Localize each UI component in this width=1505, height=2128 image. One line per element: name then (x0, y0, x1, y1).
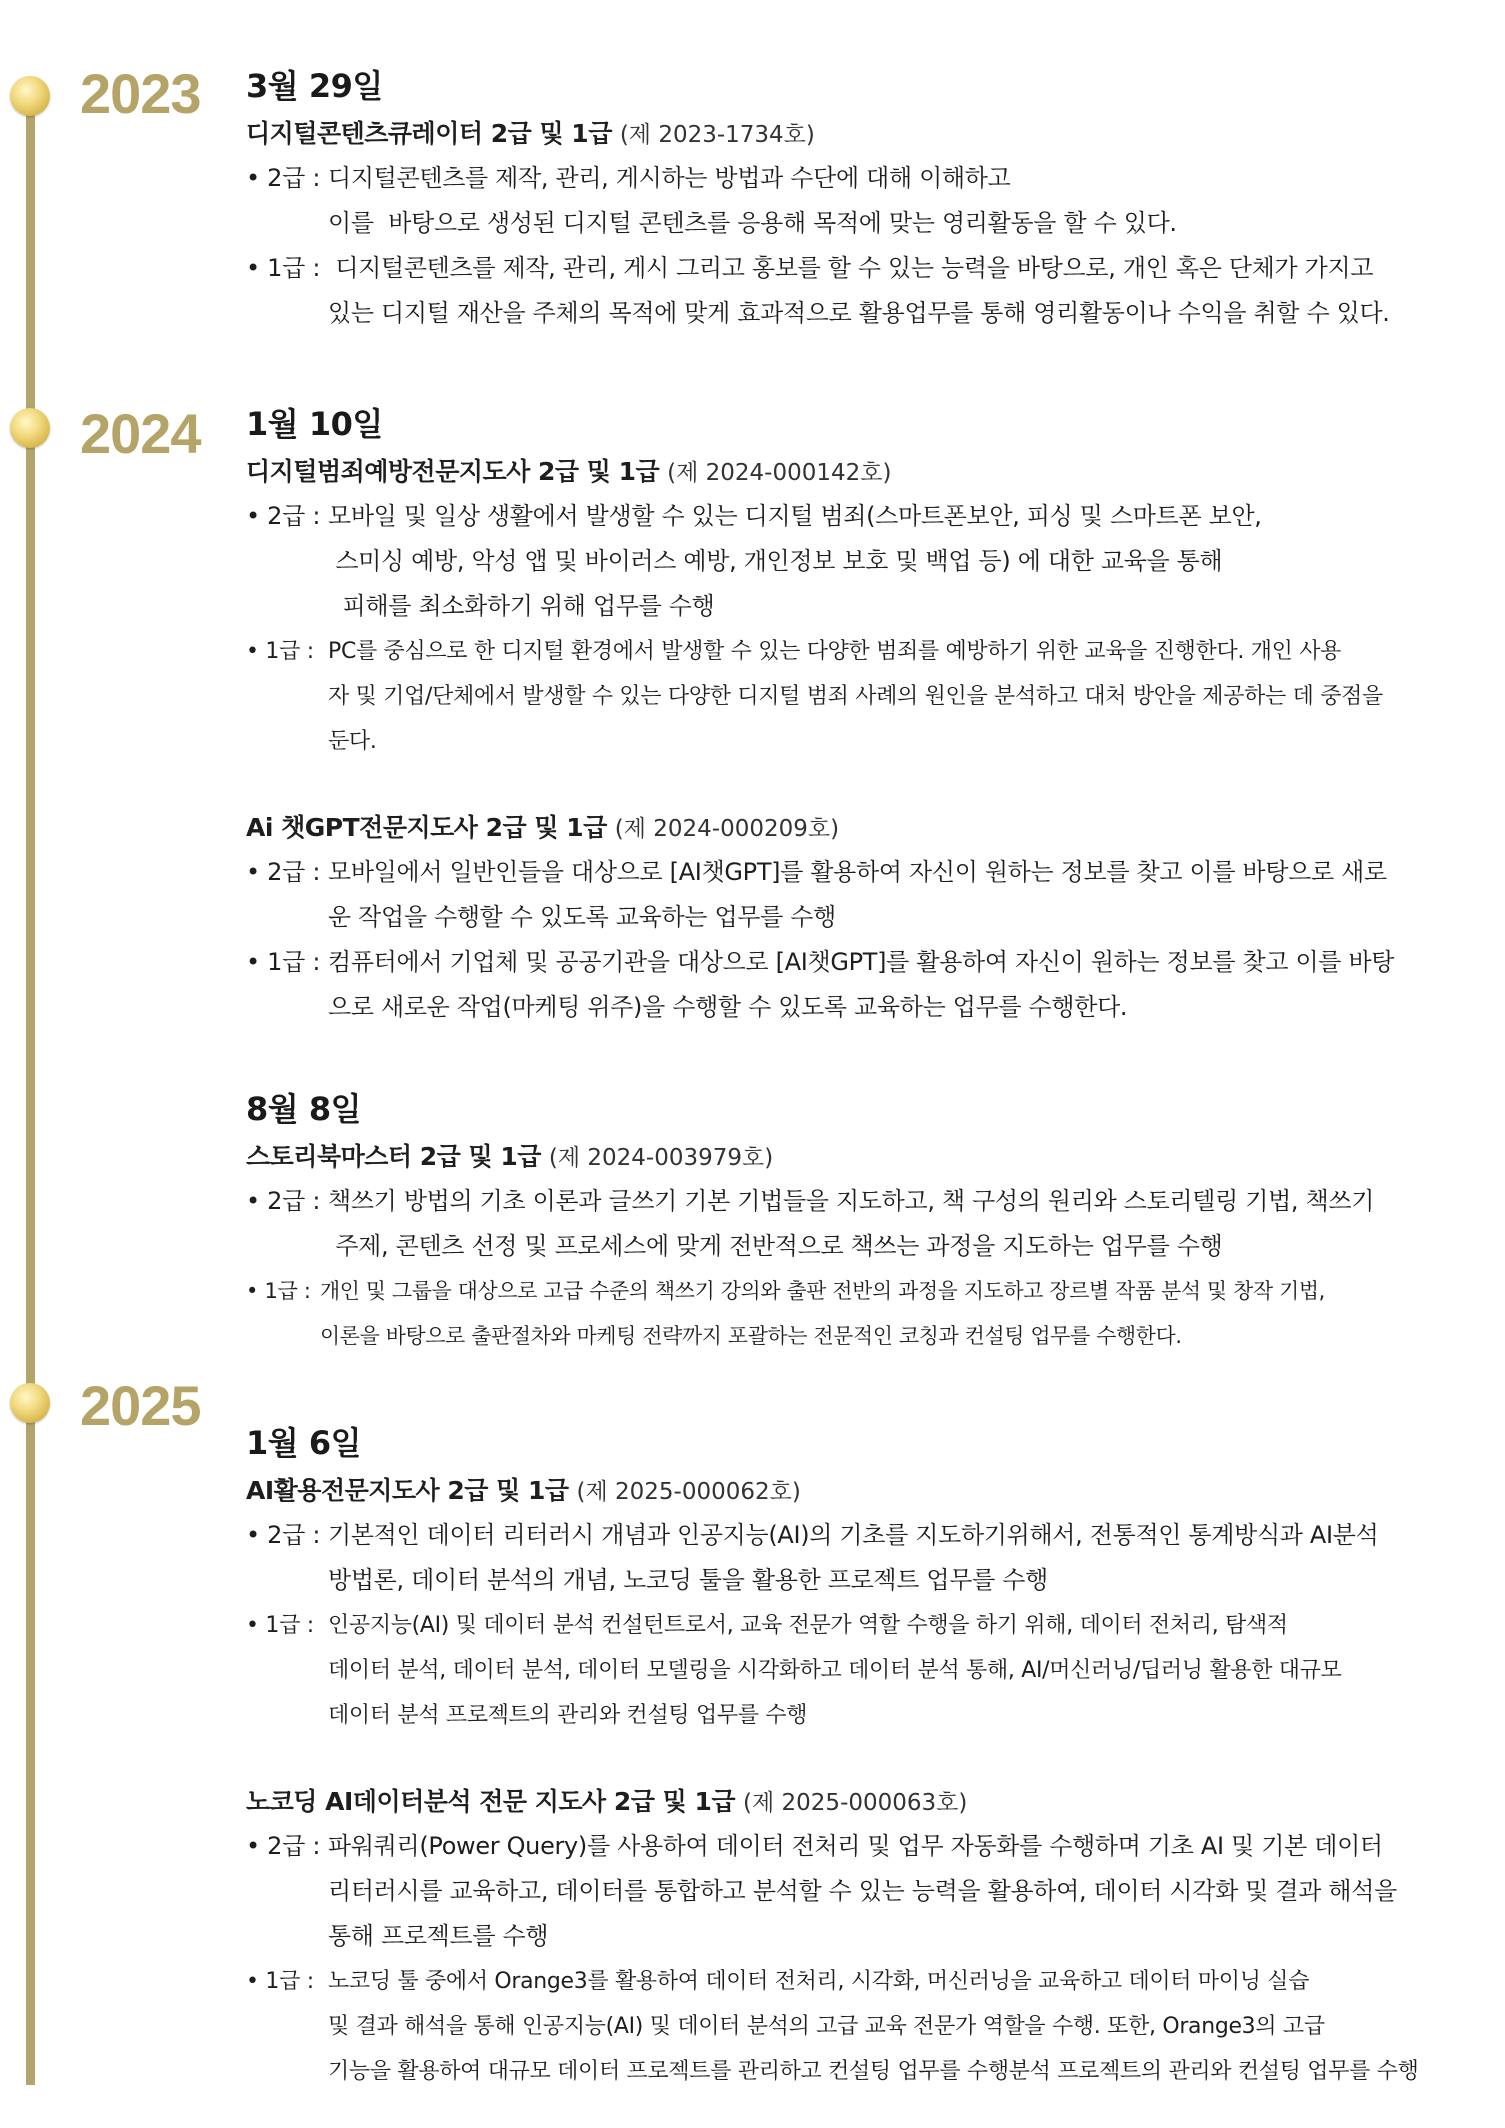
year-label-2025: 2025 (80, 1374, 201, 1437)
grade-label: • 1급 : (246, 639, 314, 664)
certification-title (246, 806, 1489, 850)
section-date: 8월 8일 (246, 1090, 361, 1128)
description-line: 데이터 분석, 데이터 분석, 데이터 모델링을 시각화하고 데이터 분석 통해, AI/머신러닝/딥러닝 활용한 대규모 (328, 1658, 1342, 1683)
certification-name: 스토리북마스터 2급 및 1급 (246, 1142, 541, 1171)
description-line: 둔다. (328, 729, 377, 754)
timeline-dot-2025 (10, 1383, 50, 1423)
description-line: 인공지능(AI) 및 데이터 분석 컨설턴트로서, 교육 전문가 역할 수행을 하기 위해, 데이터 전처리, 탐색적 (328, 1613, 1288, 1638)
certification-entry (246, 1135, 1489, 1359)
grade-2-description (246, 1824, 1489, 1959)
certification-title (246, 1780, 1489, 1824)
section-date: 1월 10일 (246, 405, 383, 443)
description-line: 으로 새로운 작업(마케팅 위주)을 수행할 수 있도록 교육하는 업무를 수행한다. (328, 993, 1128, 1021)
grade-label: • 1급 : (246, 948, 321, 976)
grade-label: • 2급 : (246, 1187, 321, 1215)
certification-number: (제 2023-1734호) (619, 122, 815, 148)
description-line: 방법론, 데이터 분석의 개념, 노코딩 툴을 활용한 프로젝트 업무를 수행 (328, 1566, 1048, 1594)
timeline-dot-2024 (10, 408, 50, 448)
timeline-section-2024-01-10 (246, 404, 1489, 1030)
timeline-line (26, 92, 35, 2085)
grade-1-description (246, 1269, 1489, 1359)
description-line: 주제, 콘텐츠 선정 및 프로세스에 맞게 전반적으로 책쓰는 과정을 지도하는 업무를 수행 (328, 1232, 1223, 1260)
grade-label: • 1급 : (246, 1969, 314, 1994)
certification-entry (246, 450, 1489, 764)
certification-number: (제 2024-000209호) (614, 816, 840, 842)
description-line: 리터러시를 교육하고, 데이터를 통합하고 분석할 수 있는 능력을 활용하여, 데이터 시각화 및 결과 해석을 (328, 1877, 1397, 1905)
description-line: 및 결과 해석을 통해 인공지능(AI) 및 데이터 분석의 고급 교육 전문가 역할을 수행. 또한, Orange3의 고급 (328, 2014, 1325, 2039)
year-label-2024: 2024 (80, 402, 201, 465)
description-line: 기능을 활용하여 대규모 데이터 프로젝트를 관리하고 컨설팅 업무를 수행분석 프로젝트의 관리와 컨설팅 업무를 수행 (328, 2059, 1419, 2084)
timeline-section-2025-01-06 (246, 1423, 1489, 2094)
certification-name: 디지털범죄예방전문지도사 2급 및 1급 (246, 457, 660, 486)
certification-entry (246, 1780, 1489, 2094)
grade-1-description (246, 940, 1489, 1030)
certification-number: (제 2025-000063호) (743, 1790, 968, 1816)
description-line: 책쓰기 방법의 기초 이론과 글쓰기 기본 기법들을 지도하고, 책 구성의 원리와 스토리텔링 기법, 책쓰기 (328, 1187, 1375, 1215)
certification-number: (제 2025-000062호) (576, 1479, 801, 1505)
timeline-section-2023-03-29 (246, 66, 1489, 336)
grade-label: • 1급 : (246, 254, 321, 282)
grade-2-description (246, 850, 1489, 940)
certification-title (246, 112, 1489, 156)
description-line: 있는 디지털 재산을 주체의 목적에 맞게 효과적으로 활용업무를 통해 영리활동이나 수익을 취할 수 있다. (328, 299, 1390, 327)
description-line: 디지털콘텐츠를 제작, 관리, 게시하는 방법과 수단에 대해 이해하고 (328, 164, 1011, 192)
entry-spacer (246, 764, 1489, 806)
timeline-dot-2023 (10, 76, 50, 116)
grade-2-description (246, 1513, 1489, 1603)
entry-spacer (246, 1738, 1489, 1780)
description-line: 컴퓨터에서 기업체 및 공공기관을 대상으로 [AI챗GPT]를 활용하여 자신이 원하는 정보를 찾고 이를 바탕 (328, 948, 1395, 976)
grade-2-description (246, 1179, 1489, 1269)
description-line: 통해 프로젝트를 수행 (328, 1922, 549, 1950)
certification-title (246, 450, 1489, 494)
certification-entry (246, 1469, 1489, 1738)
year-label-2023: 2023 (80, 62, 201, 125)
grade-label: • 1급 : (246, 1613, 314, 1638)
certification-name: 노코딩 AI데이터분석 전문 지도사 2급 및 1급 (246, 1787, 736, 1816)
certification-title (246, 1135, 1489, 1179)
grade-1-description (246, 629, 1489, 764)
description-line: 디지털콘텐츠를 제작, 관리, 게시 그리고 홍보를 할 수 있는 능력을 바탕으로, 개인 혹은 단체가 가지고 (328, 254, 1374, 282)
description-line: 이론을 바탕으로 출판절차와 마케팅 전략까지 포괄하는 전문적인 코칭과 컨설팅 업무를 수행한다. (320, 1324, 1182, 1348)
certification-name: Ai 챗GPT전문지도사 2급 및 1급 (246, 813, 607, 842)
description-line: 피해를 최소화하기 위해 업무를 수행 (328, 592, 715, 620)
certification-number: (제 2024-003979호) (548, 1145, 774, 1171)
grade-label: • 2급 : (246, 1832, 321, 1860)
certification-number: (제 2024-000142호) (667, 460, 892, 486)
description-line: 파워쿼리(Power Query)를 사용하여 데이터 전처리 및 업무 자동화를 수행하며 기초 AI 및 기본 데이터 (328, 1832, 1383, 1860)
grade-label: • 2급 : (246, 1521, 321, 1549)
grade-2-description (246, 156, 1489, 246)
description-line: 자 및 기업/단체에서 발생할 수 있는 다양한 디지털 범죄 사례의 원인을 분석하고 대처 방안을 제공하는 데 중점을 (328, 684, 1383, 709)
certification-entry (246, 112, 1489, 336)
certification-entry (246, 806, 1489, 1030)
certification-name: 디지털콘텐츠큐레이터 2급 및 1급 (246, 119, 612, 148)
grade-1-description (246, 1959, 1489, 2094)
description-line: PC를 중심으로 한 디지털 환경에서 발생할 수 있는 다양한 범죄를 예방하기 위한 교육을 진행한다. 개인 사용 (328, 639, 1342, 664)
description-line: 모바일에서 일반인들을 대상으로 [AI챗GPT]를 활용하여 자신이 원하는 정보를 찾고 이를 바탕으로 새로 (328, 858, 1387, 886)
description-line: 기본적인 데이터 리터러시 개념과 인공지능(AI)의 기초를 지도하기위해서, 전통적인 통계방식과 AI분석 (328, 1521, 1379, 1549)
timeline-section-2024-08-08 (246, 1089, 1489, 1359)
description-line: 운 작업을 수행할 수 있도록 교육하는 업무를 수행 (328, 903, 836, 931)
grade-label: • 2급 : (246, 164, 321, 192)
certification-name: AI활용전문지도사 2급 및 1급 (246, 1476, 569, 1505)
description-line: 모바일 및 일상 생활에서 발생할 수 있는 디지털 범죄(스마트폰보안, 피싱 및 스마트폰 보안, (328, 502, 1262, 530)
grade-label: • 2급 : (246, 858, 321, 886)
grade-label: • 2급 : (246, 502, 321, 530)
grade-1-description (246, 246, 1489, 336)
description-line: 데이터 분석 프로젝트의 관리와 컨설팅 업무를 수행 (328, 1703, 808, 1728)
section-date: 1월 6일 (246, 1424, 361, 1462)
certification-title (246, 1469, 1489, 1513)
grade-label: • 1급 : (246, 1279, 311, 1303)
description-line: 노코딩 툴 중에서 Orange3를 활용하여 데이터 전처리, 시각화, 머신러닝을 교육하고 데이터 마이닝 실습 (328, 1969, 1310, 1994)
grade-1-description (246, 1603, 1489, 1738)
description-line: 개인 및 그룹을 대상으로 고급 수준의 책쓰기 강의와 출판 전반의 과정을 지도하고 장르별 작품 분석 및 창작 기법, (320, 1279, 1325, 1303)
description-line: 스미싱 예방, 악성 앱 및 바이러스 예방, 개인정보 보호 및 백업 등) 에 대한 교육을 통해 (328, 547, 1223, 575)
description-line: 이를 바탕으로 생성된 디지털 콘텐츠를 응용해 목적에 맞는 영리활동을 할 수 있다. (328, 209, 1177, 237)
section-date: 3월 29일 (246, 67, 383, 105)
grade-2-description (246, 494, 1489, 629)
